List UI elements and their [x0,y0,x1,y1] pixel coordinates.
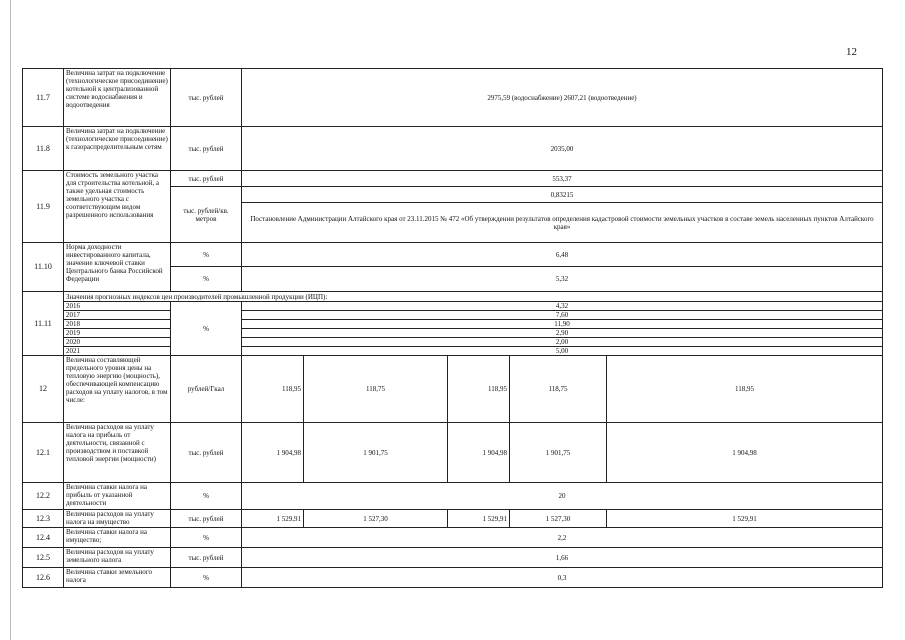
row-unit: % [171,267,242,292]
row-unit: тыс. рублей/кв. метров [171,187,242,243]
row-value: 2,00 [242,338,883,347]
year-value: 1 904,98 [242,423,304,483]
table-row [23,356,883,423]
row-number: 12.5 [23,548,64,568]
table-row [23,171,883,187]
row-value: 20 [242,483,883,510]
year-label: 2018 [64,320,171,329]
row-description: Величина ставки земельного налога [64,568,171,588]
year-value: 1 901,75 [304,423,448,483]
table-row [23,243,883,267]
table-row [23,127,883,171]
table-row [23,338,883,347]
table-row [23,347,883,356]
row-unit: тыс. рублей [171,127,242,171]
year-value: 118,95 [448,356,510,423]
row-unit: рублей/Гкал [171,356,242,423]
row-description: Норма доходности инвестированного капитала, значение ключевой ставки Центрального банка Российской Федерации [64,243,171,292]
row-number: 12.1 [23,423,64,483]
year-value: 118,75 [510,356,607,423]
row-value: 4,32 [242,302,883,311]
row-value: 1,66 [242,548,883,568]
year-value: 1 901,75 [510,423,607,483]
year-value: 1 904,98 [448,423,510,483]
table-row [23,510,883,528]
tariff-parameters-table [22,68,883,588]
year-value: 1 529,91 [448,510,510,528]
year-value: 1 529,91 [607,510,883,528]
row-value: 7,60 [242,311,883,320]
row-number: 12.2 [23,483,64,510]
table-row [23,292,883,302]
row-description: Величина расходов на уплату налога на имущество [64,510,171,528]
row-value: 2975,59 (водоснабжение) 2607,21 (водоотведение) [242,69,883,127]
row-unit: тыс. рублей [171,548,242,568]
row-description: Величина ставки налога на имущество; [64,528,171,548]
page-number: 12 [846,46,857,58]
table-row [23,548,883,568]
row-number: 11.7 [23,69,64,127]
table-row [23,302,883,311]
row-value: 5,32 [242,267,883,292]
row-number: 12 [23,356,64,423]
row-value: 553,37 [242,171,883,187]
year-label: 2019 [64,329,171,338]
row-description: Величина ставки налога на прибыль от указанной деятельности [64,483,171,510]
row-description: Величина расходов на уплату налога на прибыль от деятельности, связанной с производством и поставкой тепловой энергии (мощности) [64,423,171,483]
row-description: Стоимость земельного участка для строительства котельной, а также удельная стоимость земельного участка с соответствующим видом разрешенного использования [64,171,171,243]
row-value: 2,2 [242,528,883,548]
row-value: 11,90 [242,320,883,329]
year-value: 1 527,30 [304,510,448,528]
year-value: 1 527,30 [510,510,607,528]
year-label: 2021 [64,347,171,356]
table-row [23,311,883,320]
table-row [23,568,883,588]
row-unit: тыс. рублей [171,510,242,528]
table-row [23,329,883,338]
table-row [23,483,883,510]
row-unit: % [171,243,242,267]
year-label: 2020 [64,338,171,347]
row-number: 11.11 [23,292,64,356]
year-value: 118,75 [304,356,448,423]
row-value: 6,48 [242,243,883,267]
year-label: 2016 [64,302,171,311]
year-value: 118,95 [607,356,883,423]
row-unit: % [171,302,242,356]
row-value: 5,00 [242,347,883,356]
row-description: Величина затрат на подключение (технологическое присоединение) к газораспределительным сетям [64,127,171,171]
row-value: 2,90 [242,329,883,338]
year-label: 2017 [64,311,171,320]
row-value: 0,83215 [242,187,883,203]
table-row [23,528,883,548]
year-value: 1 529,91 [242,510,304,528]
row-number: 11.8 [23,127,64,171]
row-description: Величина затрат на подключение (технологическое присоединение) котельной к централизованной системе водоснабжения и водоотведения [64,69,171,127]
page-margin-line [10,0,11,640]
row-header: Значения прогнозных индексов цен производителей промышленной продукции (ИЦП): [64,292,883,302]
row-number: 12.4 [23,528,64,548]
row-unit: тыс. рублей [171,423,242,483]
row-value: 2035,00 [242,127,883,171]
year-value: 1 904,98 [607,423,883,483]
table-row [23,320,883,329]
row-number: 11.10 [23,243,64,292]
row-number: 12.3 [23,510,64,528]
table-row [23,69,883,127]
row-value: Постановление Администрации Алтайского края от 23.11.2015 № 472 «Об утверждении результатов определения кадастровой стоимости земельных участков в составе земель населенных пунктов Алтайского края» [242,203,883,243]
row-unit: % [171,568,242,588]
row-unit: % [171,483,242,510]
row-unit: тыс. рублей [171,171,242,187]
year-value: 118,95 [242,356,304,423]
row-number: 11.9 [23,171,64,243]
row-number: 12.6 [23,568,64,588]
table-row [23,423,883,483]
row-unit: % [171,528,242,548]
row-value: 0,3 [242,568,883,588]
row-description: Величина составляющей предельного уровня цены на тепловую энергию (мощность), обеспечивающей компенсацию расходов на уплату налогов, в том числе: [64,356,171,423]
row-description: Величина расходов на уплату земельного налога [64,548,171,568]
row-unit: тыс. рублей [171,69,242,127]
